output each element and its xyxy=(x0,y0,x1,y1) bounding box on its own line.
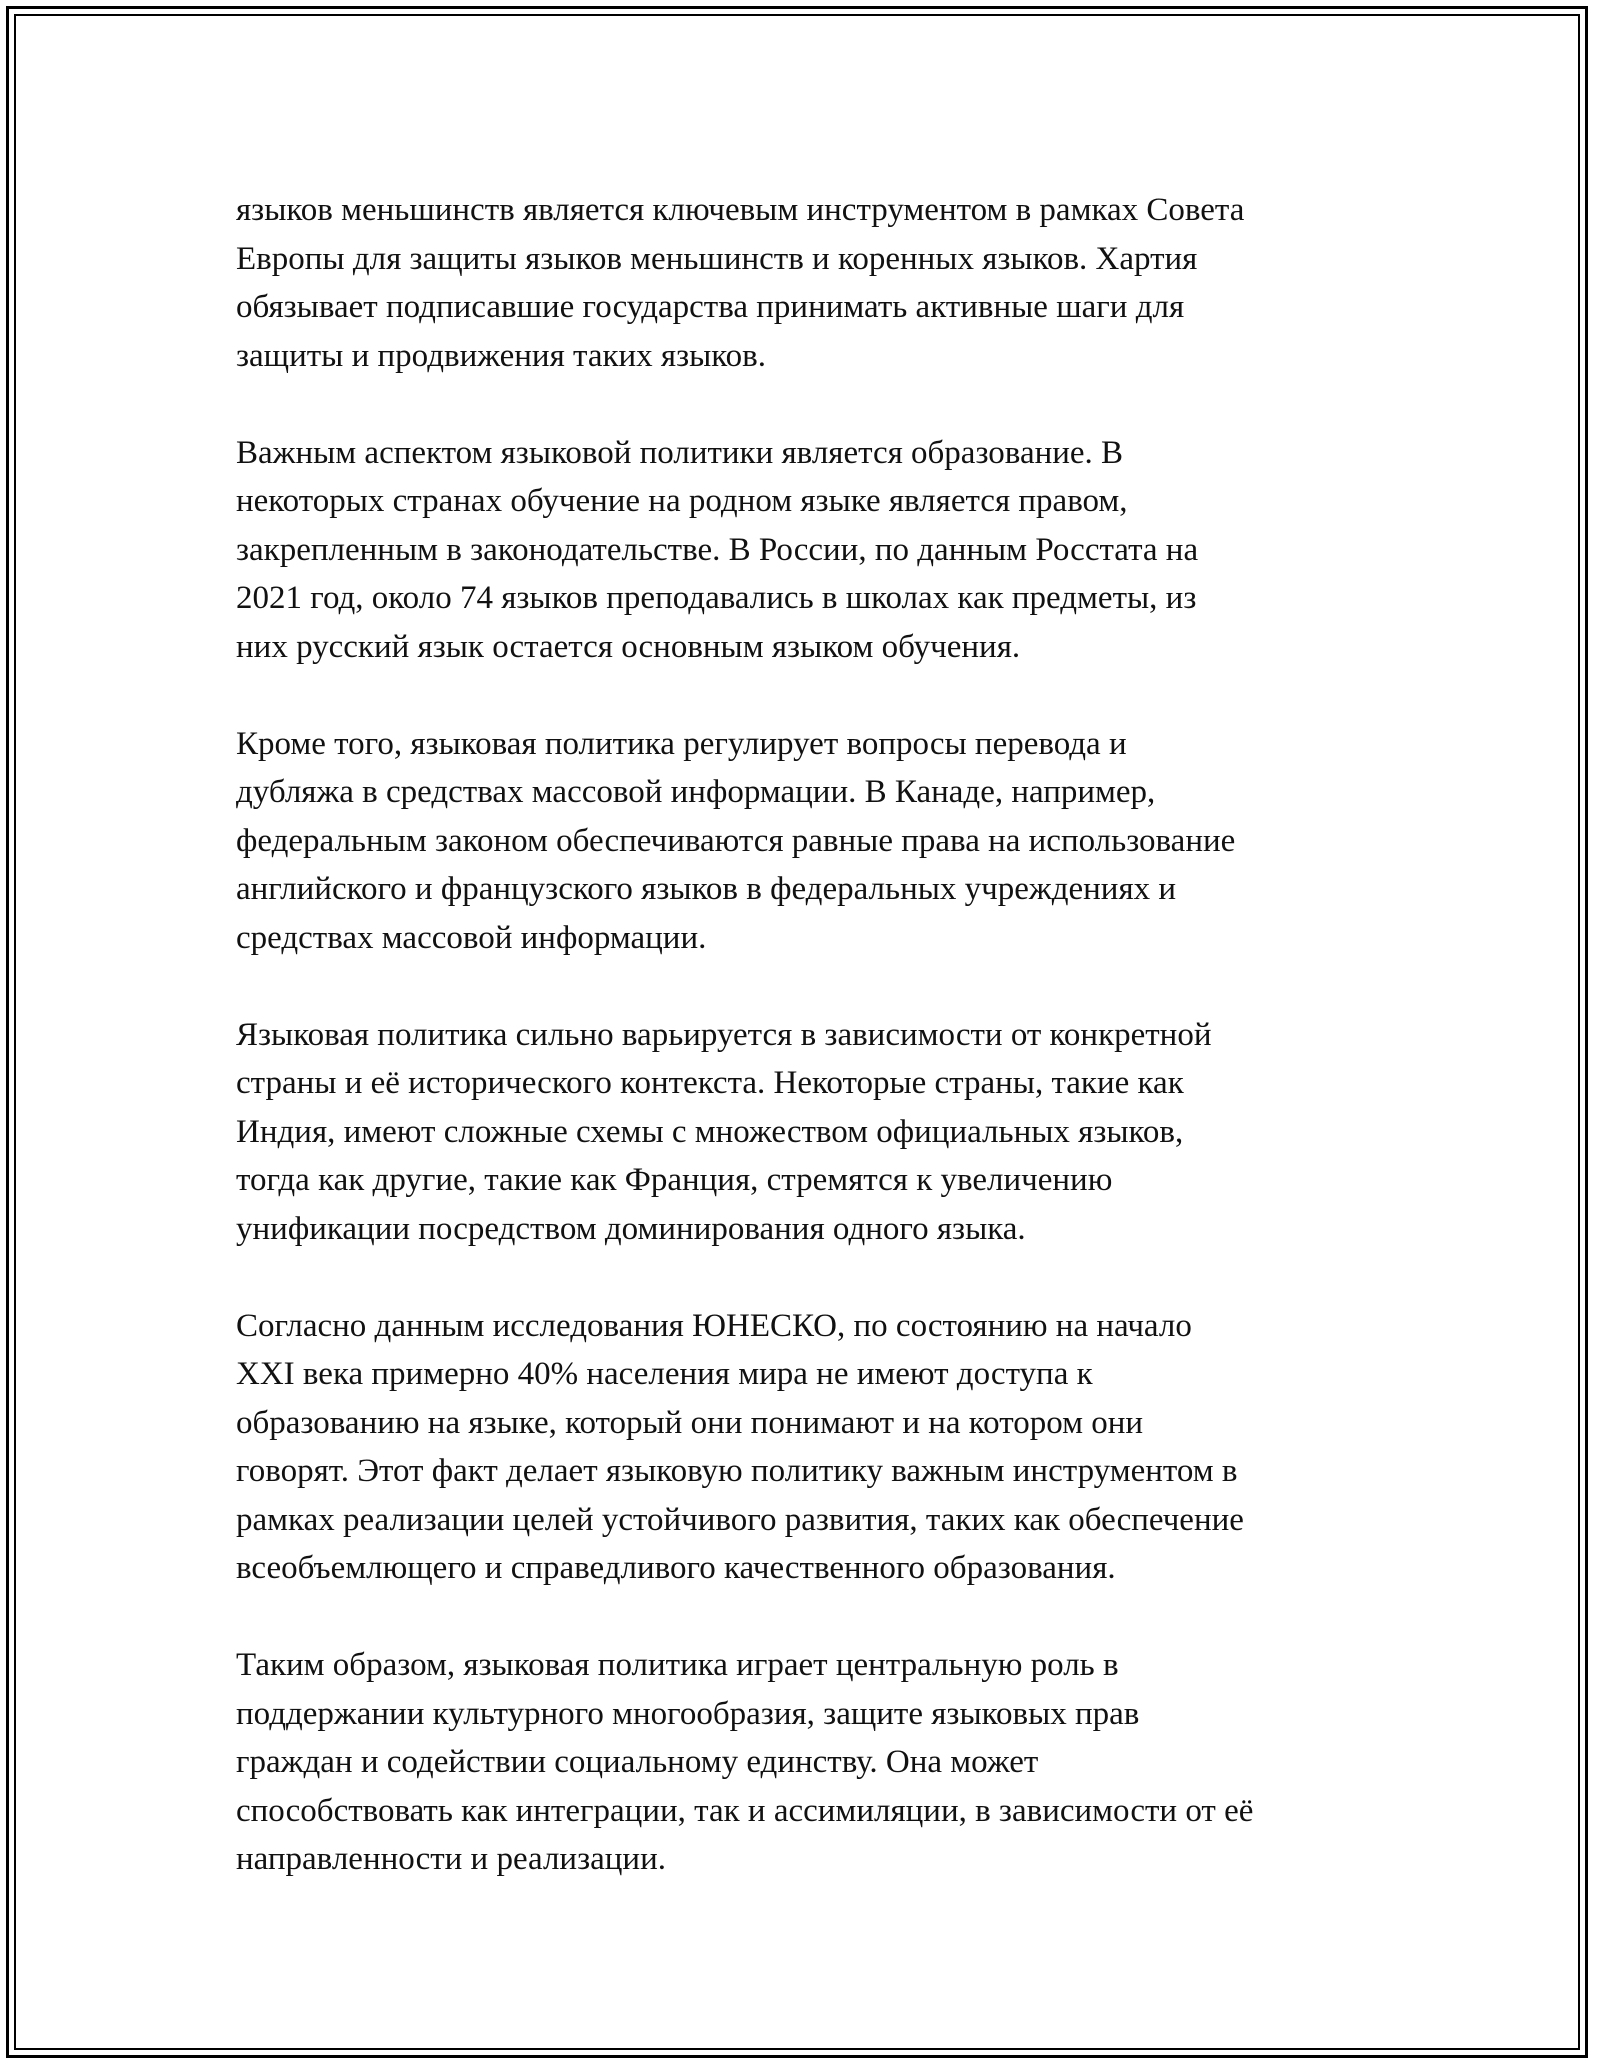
paragraph-unesco-research: Согласно данным исследования ЮНЕСКО, по состоянию на начало XXI века примерно 40% населения мира не имеют доступа к образованию на языке, который они понимают и на котором они говорят. Этот факт делает языковую политику важным инструментом в рамках реализации целей устойчивого развития, таких как обеспечение всеобъемлющего и справедливого качественного образования. xyxy=(236,1307,1244,1586)
paragraph-country-variation: Языковая политика сильно варьируется в зависимости от конкретной страны и её исторического контекста. Некоторые страны, такие как Индия, имеют сложные схемы с множеством официальных языков, тогда как другие, такие как Франция, стремятся к увеличению унификации посредством доминирования одного языка. xyxy=(236,1016,1212,1247)
paragraph-minority-languages-charter: языков меньшинств является ключевым инструментом в рамках Совета Европы для защиты языков меньшинств и коренных языков. Хартия обязывает подписавшие государства принимать активные шаги для защиты и продвижения таких языков. xyxy=(236,192,1245,374)
document-body xyxy=(236,186,1386,1932)
paragraph-translation-media: Кроме того, языковая политика регулирует вопросы перевода и дубляжа в средствах массовой информации. В Канаде, например, федеральным законом обеспечиваются равные права на использование английского и французского языков в федеральных учреждениях и средствах массовой информации. xyxy=(236,725,1236,956)
paragraph-conclusion: Таким образом, языковая политика играет центральную роль в поддержании культурного многообразия, защите языковых прав граждан и содействии социальному единству. Она может способствовать как интеграции, так и ассимиляции, в зависимости от её направленности и реализации. xyxy=(236,1647,1254,1877)
paragraph-education: Важным аспектом языковой политики является образование. В некоторых странах обучение на родном языке является правом, закрепленным в законодательстве. В России, по данным Росстата на 2021 год, около 74 языков преподавались в школах как предметы, из них русский язык остается основным языком обучения. xyxy=(236,434,1199,665)
